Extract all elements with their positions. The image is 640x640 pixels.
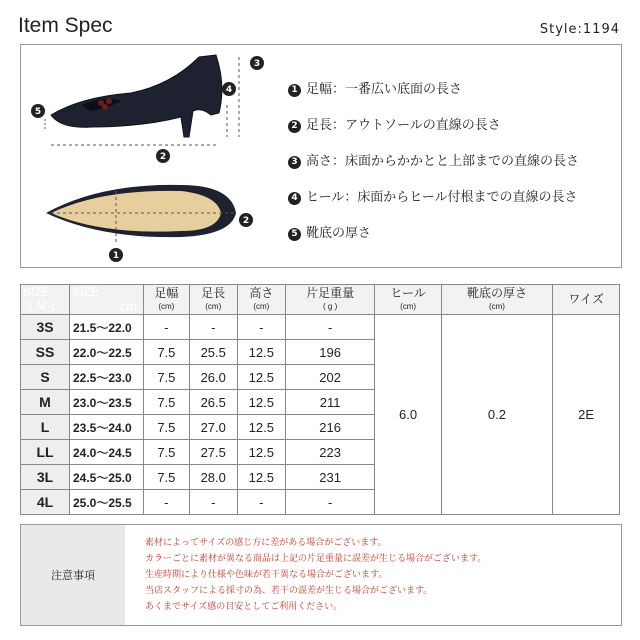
number-icon: 4 xyxy=(288,192,301,205)
wise-value: 2E xyxy=(553,315,620,515)
svg-text:2: 2 xyxy=(242,216,250,226)
header-height: 高さ (cm) xyxy=(237,285,285,315)
legend-item-1: 1 足幅：一番広い底面の長さ xyxy=(288,72,579,108)
table-row: 3L 24.5〜25.0 7.5 28.0 12.5 231 xyxy=(21,465,620,490)
note-line: 素材によってサイズの感じ方に差がある場合がございます。 xyxy=(145,538,387,548)
table-row: L 23.5〜24.0 7.5 27.0 12.5 216 xyxy=(21,415,620,440)
header-wise: ワイズ xyxy=(553,285,620,315)
svg-text:1: 1 xyxy=(112,251,120,261)
svg-text:5: 5 xyxy=(34,107,42,117)
legend-item-4: 4 ヒール：床面からヒール付根までの直線の長さ xyxy=(288,180,579,216)
notes-label: 注意事項 xyxy=(21,525,125,625)
notes-box xyxy=(20,524,622,626)
number-icon: 2 xyxy=(288,120,301,133)
svg-text:4: 4 xyxy=(225,85,233,95)
header-weight: 片足重量 ( g ) xyxy=(285,285,375,315)
header-length: 足長 (cm) xyxy=(189,285,237,315)
note-line: あくまでサイズ感の目安としてご利用ください。 xyxy=(145,602,343,612)
header-sole: 靴底の厚さ (cm) xyxy=(441,285,552,315)
heel-value: 6.0 xyxy=(375,315,441,515)
table-row: S 22.5〜23.0 7.5 26.0 12.5 202 xyxy=(21,365,620,390)
table-row: 3S 21.5〜22.0 - - - - 6.0 0.2 2E xyxy=(21,315,620,340)
table-row: M 23.0〜23.5 7.5 26.5 12.5 211 xyxy=(21,390,620,415)
note-line: 生産時期により仕様や色味が若干異なる場合がございます。 xyxy=(145,570,388,580)
header-heel: ヒール (cm) xyxy=(375,285,441,315)
measurement-legend xyxy=(288,72,579,252)
table-row: 4L 25.0〜25.5 - - - - xyxy=(21,490,620,515)
notes-lines xyxy=(145,535,486,615)
size-corner: SIZE S·M·L xyxy=(21,285,70,315)
svg-text:2: 2 xyxy=(159,152,167,162)
style-code: Style:1194 xyxy=(539,22,620,37)
size-spec-table xyxy=(20,284,620,515)
svg-text:3: 3 xyxy=(253,59,261,69)
legend-item-3: 3 高さ：床面からかかとと上部までの直線の長さ xyxy=(288,144,579,180)
number-icon: 5 xyxy=(288,228,301,241)
note-line: 当店スタッフによる採寸の為、若干の誤差が生じる場合がございます。 xyxy=(145,586,433,596)
number-icon: 3 xyxy=(288,156,301,169)
legend-item-2: 2 足長：アウトソールの直線の長さ xyxy=(288,108,579,144)
page-title: Item Spec xyxy=(18,14,113,37)
number-icon: 1 xyxy=(288,84,301,97)
table-row: SS 22.0〜22.5 7.5 25.5 12.5 196 xyxy=(21,340,620,365)
note-line: カラーごとに素材が異なる商品は上記の片足重量に誤差が生じる場合がございます。 xyxy=(145,554,487,564)
header-width: 足幅 (cm) xyxy=(144,285,190,315)
cm-corner: SIZE cm xyxy=(70,285,144,315)
legend-item-5: 5 靴底の厚さ xyxy=(288,216,579,252)
sole-value: 0.2 xyxy=(441,315,552,515)
shoe-side-view xyxy=(51,55,222,137)
table-row: LL 24.0〜24.5 7.5 27.5 12.5 223 xyxy=(21,440,620,465)
